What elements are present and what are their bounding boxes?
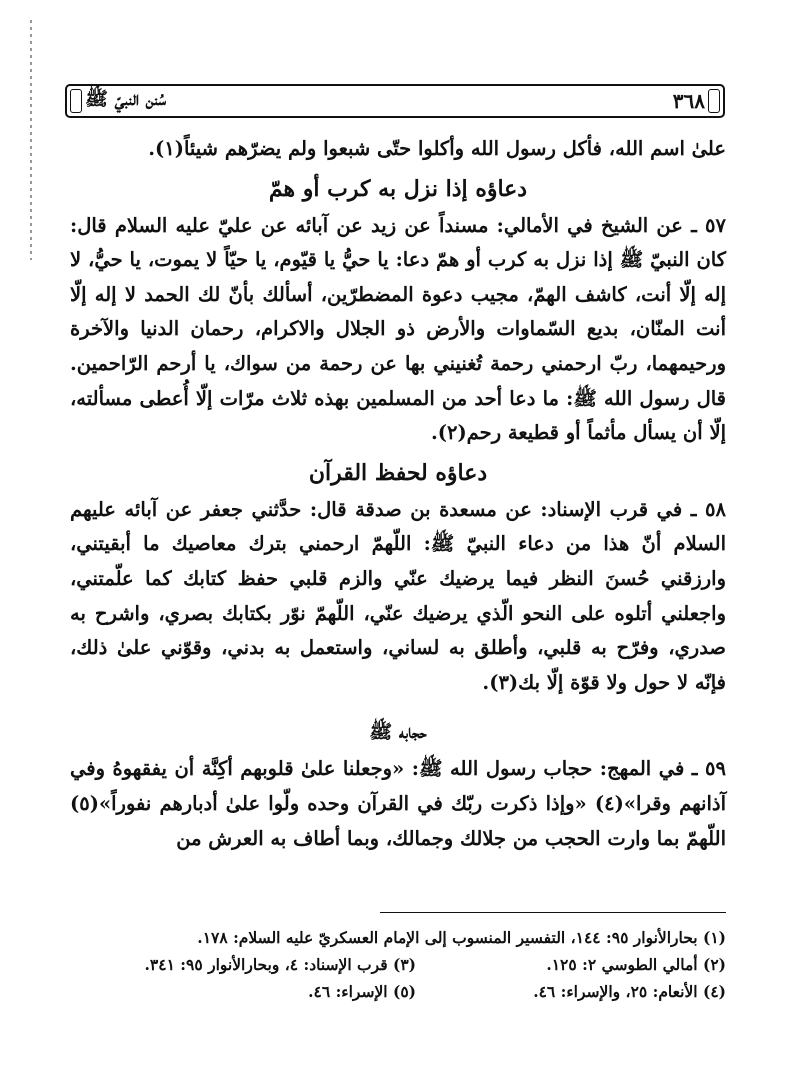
footnote-3: (٣) قرب الإسناد: ٤، وبحارالأنوار ٩٥: ٣٤١. <box>144 955 416 974</box>
footnote-2: (٢) أمالي الطوسي ٢: ١٢٥. <box>546 955 726 974</box>
section-heading-quran-memorization: دعاؤه لحفظ القرآن <box>308 459 488 486</box>
footnotes <box>70 924 726 1005</box>
page-number: ٣٦٨ <box>672 89 705 113</box>
footnote-row-3 <box>70 978 726 1005</box>
page-header <box>65 84 725 118</box>
paragraph-continuation: علىٰ اسم الله، فأكل رسول الله وأكلوا حتّى شبعوا ولم يضرّهم شيئاً(١). <box>148 137 726 160</box>
running-title: سُنن النبيّ ﷺ <box>85 88 167 110</box>
footnote-separator <box>380 912 726 913</box>
section-heading-hijab: حجابه ﷺ <box>369 721 427 744</box>
section-heading-distress-prayer: دعاؤه إذا نزل به كرب أو همّ <box>268 175 528 202</box>
footnote-5: (٥) الإسراء: ٤٦. <box>308 982 416 1001</box>
page-body <box>70 132 726 856</box>
footnote-4: (٤) الأنعام: ٢٥، والإسراء: ٤٦. <box>533 982 726 1001</box>
paragraph-57: ٥٧ ـ عن الشيخ في الأمالي: مسنداً عن زيد عن آبائه عن عليّ عليه السلام قال: كان النبيّ ﷺ إذا نزل به كرب أو همّ دعا: يا حيُّ يا قيّوم، يا حيّاً لا يموت، يا حيُّ، لا إله إلّا أنت، كاشف الهمّ، مجيب دعوة المضطرّين، أسألك بأنّ لك الحمد لا إله إلّا أنت المنّان، بديع السّماوات والأرض ذو الجلال والاكرام، رحمان الدنيا والآخرة ورحيمهما، ربّ ارحمني رحمة تُغنيني بها عن رحمة من سواك، يا أرحم الرّاحمين. قال رسول الله ﷺ: ما دعا أحد من المسلمين بهذه ثلاث مرّات إلّا أُعطى مسألته، إلّا أن يسأل مأثماً أو قطيعة رحم(٢). <box>70 213 726 445</box>
paragraph-59: ٥٩ ـ في المهج: حجاب رسول الله ﷺ: «وجعلنا علىٰ قلوبهم أكِنَّة أن يفقهوهُ وفي آذانهم وقرا»(٤) «وإذا ذكرت ربّك في القرآن وحده ولّوا علىٰ أدبارهم نفوراً»(٥) اللّهمّ بما وارت الحجب من جلالك وجمالك، وبما أطاف به العرش من <box>70 757 727 850</box>
footnote-row-2 <box>70 951 726 978</box>
footnote-1: (١) بحارالأنوار ٩٥: ١٤٤، التفسير المنسوب إلى الإمام العسكريّ عليه السلام: ١٧٨. <box>197 928 726 947</box>
paragraph-58: ٥٨ ـ في قرب الإسناد: عن مسعدة بن صدقة قال: حدَّثني جعفر عن آبائه عليهم السلام أنّ هذا من دعاء النبيّ ﷺ: اللّهمّ ارحمني بترك معاصيك ما أبقيتني، وارزقني حُسنَ النظر فيما يرضيك عنّي والزم قلبي حفظ كتابك كما علّمتني، واجعلني أتلوه على النحو الّذي يرضيك عنّي، اللّهمّ نوّر بكتابك بصري، واشرح به صدري، وفرّح به قلبي، وأطلق به لساني، واستعمل به بدني، وقوّني علىٰ ذلك، فإنّه لا حول ولا قوّة إلّا بك(٣). <box>70 497 726 694</box>
scan-edge-artifact <box>30 20 32 260</box>
